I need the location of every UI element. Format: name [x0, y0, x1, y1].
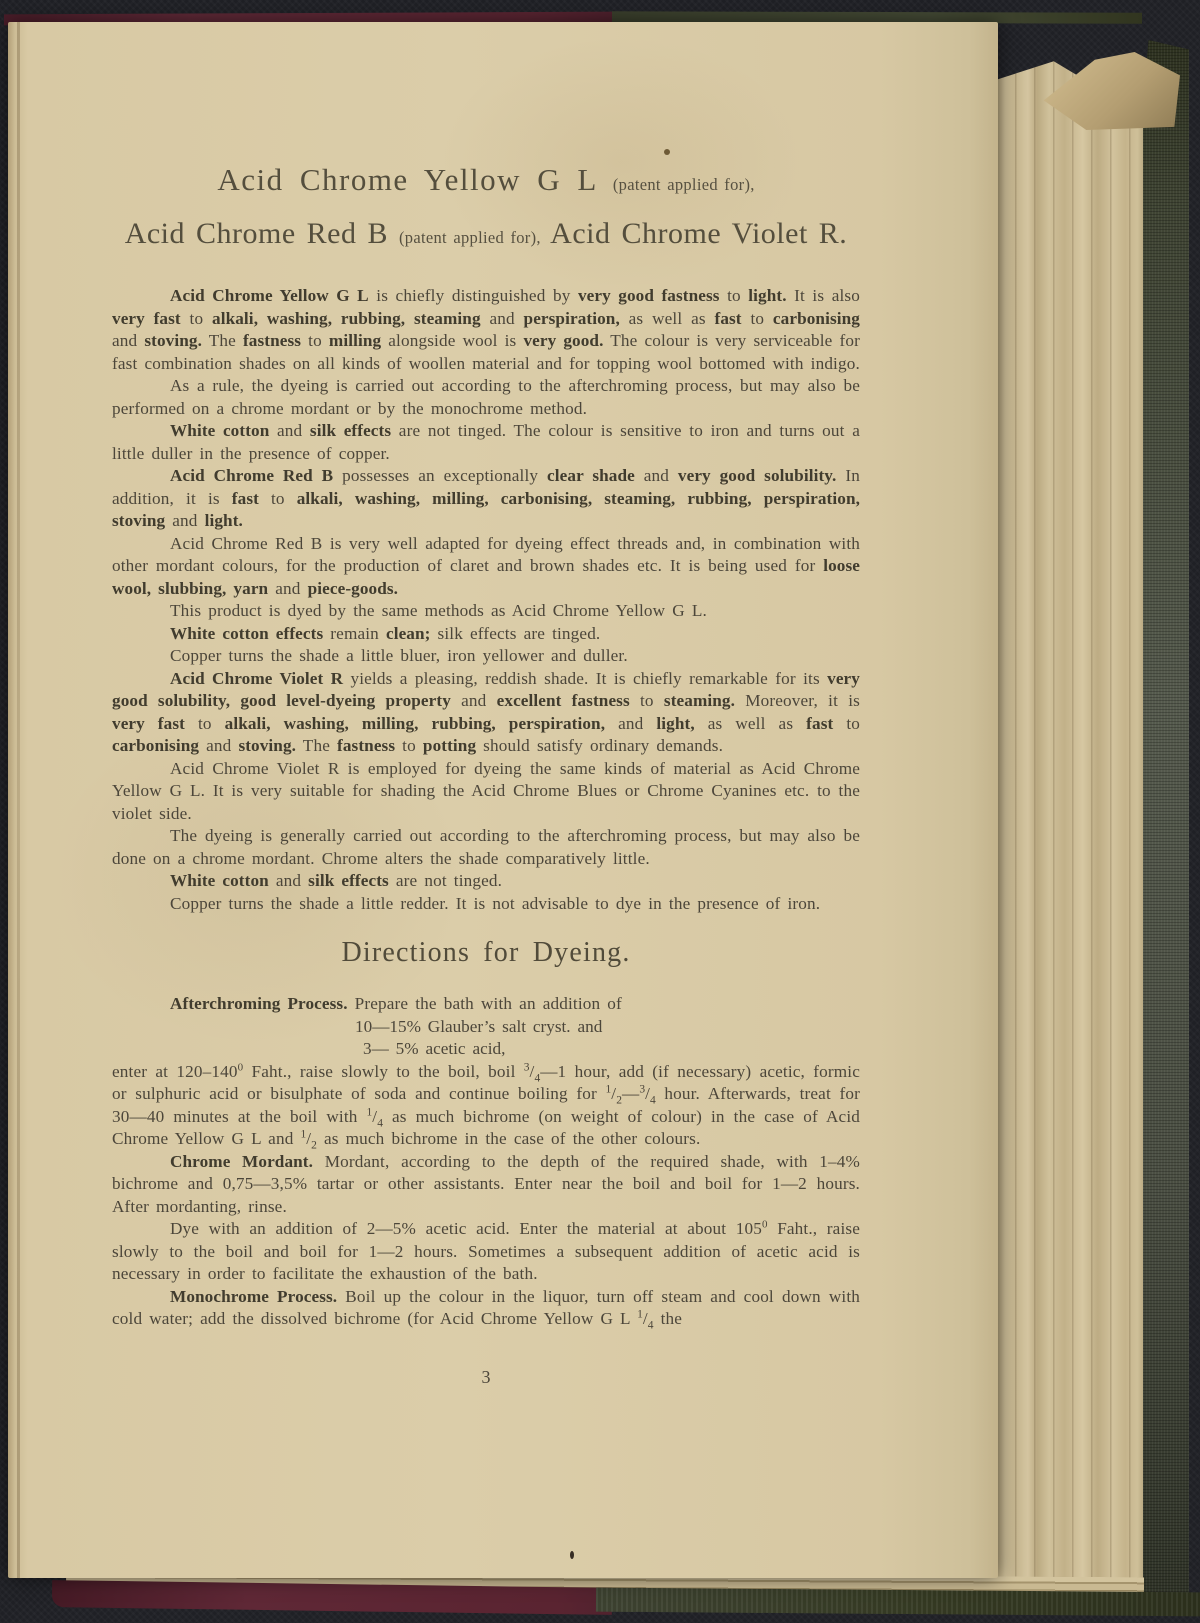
text-run: As a rule, the dyeing is carried out according to the afterchroming process, but may also be performed on a chrome mordant or by the monochrome method. [112, 376, 860, 418]
text-run: Boil up the colour in the liquor, turn off steam and cool down with cold water; add the dissolved bichrome (for Acid Chrome Yellow G L [112, 1286, 860, 1328]
text-run: Copper turns the shade a little bluer, iron yellower and duller. [170, 646, 628, 665]
bold-run: fastness [337, 736, 396, 755]
bold-run: silk effects [309, 421, 392, 440]
fraction: $^1/_4$ [366, 1105, 383, 1129]
text-run: to [301, 331, 329, 350]
bold-run: Acid Chrome Violet R [170, 668, 344, 688]
paper-speck [570, 1551, 574, 1559]
fraction: $^1/_2$ [605, 1083, 622, 1107]
bold-run: excellent fastness [496, 691, 630, 710]
bold-run: Chrome Mordant. [170, 1151, 314, 1171]
text-run: and [165, 511, 205, 530]
text-run: to [180, 308, 213, 328]
text-run: to [833, 713, 860, 733]
text-run: the [653, 1309, 683, 1328]
text-run: Dye with an addition of 2—5% acetic acid. Enter the material at about 105 [170, 1219, 762, 1238]
section-heading: Directions for Dyeing. [341, 937, 631, 968]
paragraph [112, 600, 860, 623]
text-run: Copper turns the shade a little redder. It is not advisable to dye in the presence of iron. [170, 893, 821, 913]
bold-run: very good. [523, 331, 604, 350]
text-run: and [634, 466, 678, 485]
text-run: and [268, 871, 309, 890]
paragraph [112, 1061, 860, 1151]
bold-run: very good fastness [577, 286, 720, 305]
bold-run: White cotton effects [170, 623, 324, 643]
text-run: It is also [786, 286, 860, 305]
bold-run: very fast [112, 713, 185, 733]
bold-run: clean; [385, 623, 431, 643]
bold-run: Afterchroming Process. [170, 994, 348, 1013]
bold-run: piece-goods. [307, 578, 399, 598]
bold-run: very good solubility, good level-dyeing property [112, 668, 860, 710]
bold-run: potting [422, 736, 477, 755]
bold-run: very fast [112, 308, 181, 328]
text-run: remain [323, 623, 386, 643]
bold-run: Acid Chrome Yellow G L [170, 286, 369, 305]
text-run: In addition, it is [112, 466, 860, 508]
text-run: Faht., raise slowly to the boil and boil for 1—2 hours. Sometimes a subsequent addition of acetic acid is necessary in order to facilitate the exhaustion of the bath. [112, 1219, 860, 1283]
superscript: 0 [237, 1060, 244, 1073]
paragraph [112, 825, 860, 870]
text-run: to [258, 488, 297, 508]
text-run: as much bichrome (on weight of colour) in the case of Acid Chrome Yellow G L and [112, 1106, 860, 1148]
body-text-directions [112, 993, 860, 1331]
bold-run: milling [328, 331, 382, 350]
fraction: $^1/_4$ [637, 1308, 654, 1332]
bold-run: alkali, washing, milling, carbonising, steaming, rubbing, perspiration, stoving [112, 488, 860, 530]
text-run: and [268, 578, 308, 598]
page-stack-fore-edge [996, 52, 1148, 1600]
bold-run: very good solubility. [677, 466, 837, 485]
title-line-1 [112, 160, 860, 205]
paragraph [112, 1151, 860, 1219]
bold-run: alkali, washing, rubbing, steaming [212, 308, 481, 328]
bold-run: fast [714, 308, 742, 328]
text-run: enter at 120–140 [112, 1061, 238, 1081]
paragraph [112, 893, 860, 916]
title-line2-patent-note: (patent applied for), [399, 228, 541, 247]
superscript: 0 [761, 1218, 768, 1231]
bold-run: light. [748, 286, 787, 305]
bold-run: loose wool, slubbing, yarn [112, 556, 860, 598]
text-run: to [741, 308, 773, 328]
book-cover-cloth [1143, 40, 1189, 1616]
bold-run: Acid Chrome Red B [170, 466, 334, 485]
bold-run: stoving. [144, 331, 202, 350]
title-line1-main: Acid Chrome Yellow G L [217, 162, 597, 197]
paragraph [112, 465, 860, 533]
text-run: Mordant, according to the depth of the required shade, with 1–4% bichrome and 0,75—3,5% tartar or other assistants. Enter near the boil and boil for 1—2 hours. After mordanting, rinse. [112, 1151, 860, 1216]
text-run: possesses an exceptionally [333, 466, 548, 485]
paragraph [112, 420, 860, 465]
page-content [8, 22, 998, 1578]
text-run: silk effects are tinged. [430, 623, 601, 643]
paragraph [112, 1218, 860, 1286]
recipe-line: 10—15% Glauber’s salt cryst. and [355, 1016, 603, 1036]
bold-run: fast [806, 713, 834, 733]
text-run: The [296, 736, 338, 755]
text-run: The dyeing is generally carried out according to the afterchroming process, but may also be done on a chrome mordant. Chrome alters the shade comparatively little. [112, 826, 860, 868]
bold-run: carbonising [112, 736, 200, 755]
paragraph [112, 533, 860, 601]
text-run: are not tinged. The colour is sensitive to iron and turns out a little duller in the presence of copper. [112, 421, 860, 463]
text-run: and [480, 308, 524, 328]
bold-run: fastness [242, 331, 302, 350]
bold-run: silk effects [308, 871, 389, 890]
text-run: yields a pleasing, reddish shade. It is chiefly remarkable for its [343, 668, 828, 688]
paragraph [112, 645, 860, 668]
fraction: $^3/_4$ [639, 1083, 656, 1107]
body-text-upper [112, 285, 860, 915]
text-run: is chiefly distinguished by [368, 286, 578, 305]
text-run: Acid Chrome Red B is very well adapted for dyeing effect threads and, in combination with other mordant colours, for the production of claret and brown shades etc. It is being used for [112, 533, 860, 575]
paragraph [112, 758, 860, 826]
text-run: The colour is very serviceable for fast combination shades on all kinds of woollen material and for topping wool bottomed with indigo. [112, 331, 860, 373]
paragraph [112, 1286, 860, 1331]
text-run: as well as [694, 713, 807, 733]
paragraph [112, 668, 860, 758]
fraction: $^1/_2$ [300, 1128, 317, 1152]
page-title [112, 160, 860, 258]
bold-run: steaming. [663, 691, 735, 710]
text-run: Prepare the bath with an addition of [347, 994, 622, 1013]
book-page [8, 22, 998, 1578]
text-run: should satisfy ordinary demands. [476, 736, 724, 755]
bold-run: stoving. [238, 736, 297, 755]
bold-run: White cotton [170, 871, 269, 890]
text-run: hour. Afterwards, treat for 30—40 minutes at the boil with [112, 1084, 860, 1126]
text-run: and [605, 713, 657, 733]
text-run: and [269, 421, 310, 440]
text-run: and [112, 331, 145, 350]
text-run: to [629, 691, 664, 710]
text-run: — [621, 1084, 640, 1103]
text-run: to [719, 286, 749, 305]
title-line2-part1: Acid Chrome Red B [124, 217, 389, 250]
bold-run: fast [231, 488, 259, 508]
text-run: The [201, 331, 243, 350]
paragraph [112, 285, 860, 375]
text-run: as much bichrome in the case of the other colours. [316, 1129, 701, 1148]
bold-run: light. [204, 511, 243, 530]
text-run: alongside wool is [381, 331, 524, 350]
recipe-line: 3— 5% acetic acid, [363, 1039, 506, 1058]
text-run: Faht., raise slowly to the boil, boil [243, 1061, 524, 1081]
bold-run: alkali, washing, milling, rubbing, perspiration, [224, 713, 606, 733]
text-run: to [184, 713, 225, 733]
paragraph [112, 623, 860, 646]
page-number: 3 [481, 1366, 491, 1387]
bold-run: perspiration, [523, 308, 620, 328]
bold-run: White cotton [170, 421, 270, 440]
title-line2-part2: Acid Chrome Violet R. [550, 217, 848, 250]
text-run: and [199, 736, 239, 755]
text-run: as well as [619, 308, 715, 328]
text-run: and [450, 691, 497, 710]
bold-run: Monochrome Process. [170, 1286, 338, 1306]
book-cover-bottom-edge-olive [596, 1588, 1200, 1617]
paragraph [112, 375, 860, 420]
paragraph [112, 993, 860, 1016]
text-run: —1 hour, add (if necessary) acetic, formic or sulphuric acid or bisulphate of soda and continue boiling for [112, 1061, 860, 1103]
bold-run: carbonising [772, 308, 860, 328]
text-run: This product is dyed by the same methods as Acid Chrome Yellow G L. [170, 601, 707, 620]
fraction: $^3/_4$ [523, 1060, 541, 1084]
text-run: to [395, 736, 423, 755]
title-line-2 [112, 214, 860, 258]
paper-speck [664, 149, 670, 155]
text-run: Acid Chrome Violet R is employed for dyeing the same kinds of material as Acid Chrome Yellow G L. It is very suitable for shading the Acid Chrome Blues or Chrome Cyanines etc. to the violet side. [112, 758, 860, 823]
bold-run: clear shade [547, 466, 635, 485]
paragraph [112, 870, 860, 893]
title-line1-patent-note: (patent applied for), [612, 175, 755, 194]
bold-run: light, [656, 713, 695, 733]
text-run: Moreover, it is [734, 691, 861, 710]
text-run: are not tinged. [388, 871, 503, 890]
